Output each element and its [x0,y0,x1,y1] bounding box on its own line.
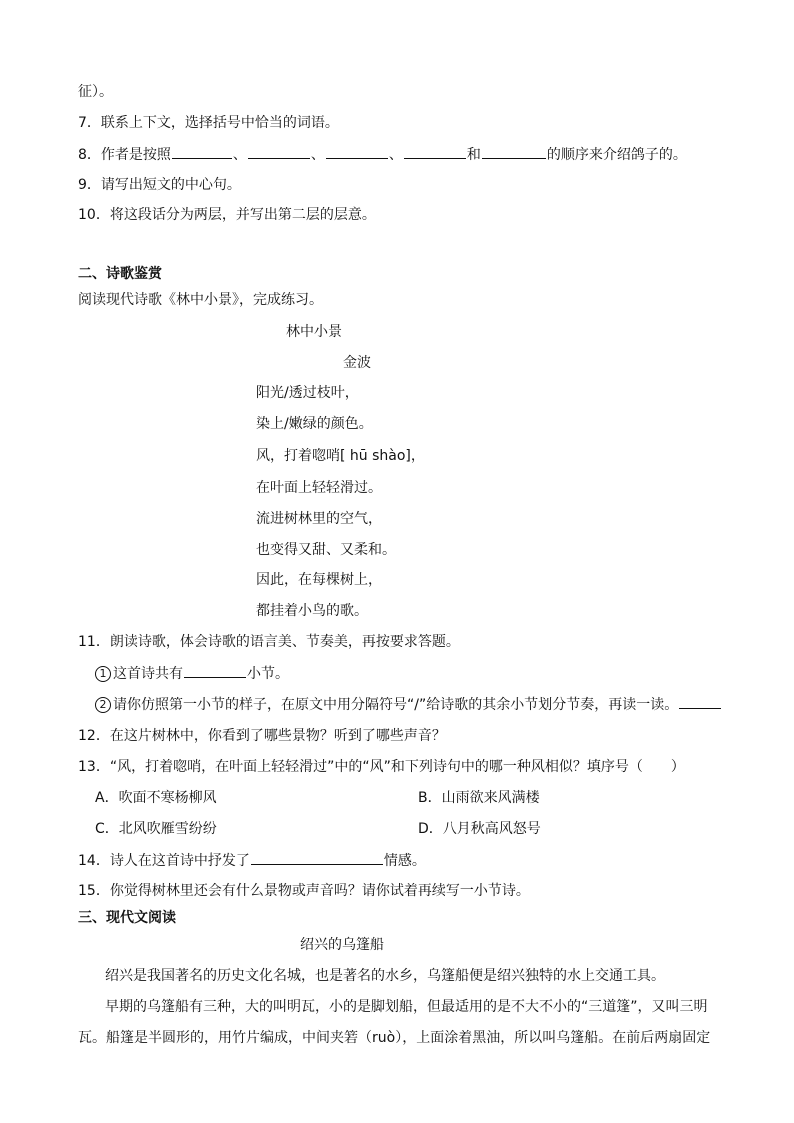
question-11-part-1-prefix: 这首诗共有 [113,666,183,682]
article-title: 绍兴的乌篷船 [300,937,384,953]
answer-blank[interactable] [184,663,246,678]
question-14-suffix: 情感。 [383,853,426,869]
option-d[interactable]: D．八月秋高风怒号 [418,821,541,837]
poem-line: 因此，在每棵树上， [256,572,382,588]
poem-line: 在叶面上轻轻滑过。 [256,480,382,496]
question-9: 9．请写出短文的中心句。 [78,177,241,193]
question-8-prefix: 8．作者是按照 [78,147,171,163]
answer-blank[interactable] [404,144,466,159]
question-11-part-2-text: 请你仿照第一小节的样子，在原文中用分隔符号“/”给诗歌的其余小节划分节奏，再读一读。 [113,697,679,713]
poem-line: 风，打着唿哨[ hū shào]， [256,448,425,464]
separator: 、 [310,147,325,163]
paragraph-2-line-1: 早期的乌篷船有三种，大的叫明瓦，小的是脚划船，但最适用的是不大不小的“三道篷”，又叫三明 [105,999,708,1015]
question-12: 12．在这片树林中，你看到了哪些景物？听到了哪些声音？ [78,728,446,744]
answer-blank[interactable] [482,144,546,159]
paragraph-2-line-2: 瓦。船篷是半圆形的，用竹片编成，中间夹箬（ruò），上面涂着黑油，所以叫乌篷船。在前后两扇固定 [78,1030,711,1046]
question-11-part-1 [95,663,289,684]
answer-blank[interactable] [248,144,310,159]
answer-blank[interactable] [172,144,232,159]
answer-blank[interactable] [326,144,388,159]
poem-title: 林中小景 [286,324,342,340]
section-3-heading: 三、现代文阅读 [78,910,176,926]
option-c[interactable]: C．北风吹雁雪纷纷 [95,821,217,837]
poem-line: 都挂着小鸟的歌。 [256,603,368,619]
conjunction: 和 [466,147,481,163]
circled-number: 1 [95,666,111,682]
question-11: 11．朗读诗歌，体会诗歌的语言美、节奏美，再按要求答题。 [78,634,460,650]
poem-line: 阳光/透过枝叶， [256,385,359,401]
continued-text: 征）。 [78,84,113,100]
poem-line: 也变得又甜、又柔和。 [256,542,396,558]
question-15: 15．你觉得树林里还会有什么景物或声音吗？请你试着再续写一小节诗。 [78,883,530,899]
option-b[interactable]: B．山雨欲来风满楼 [418,790,540,806]
question-14 [78,850,426,871]
poem-line: 流进树林里的空气， [256,511,382,527]
poem-line: 染上/嫩绿的颜色。 [256,416,373,432]
question-7: 7．联系上下文，选择括号中恰当的词语。 [78,115,339,131]
answer-blank[interactable] [679,694,721,709]
circled-number: 2 [95,697,111,713]
section-2-heading: 二、诗歌鉴赏 [78,266,162,282]
question-11-part-1-suffix: 小节。 [247,666,289,682]
question-14-prefix: 14．诗人在这首诗中抒发了 [78,853,250,869]
option-a[interactable]: A．吹面不寒杨柳风 [95,790,217,806]
paragraph-1: 绍兴是我国著名的历史文化名城，也是著名的水乡，乌篷船便是绍兴独特的水上交通工具。 [105,968,665,984]
question-11-part-2 [95,694,722,715]
poem-author: 金波 [343,355,371,371]
separator: 、 [232,147,247,163]
separator: 、 [388,147,403,163]
question-13: 13．“风，打着唿哨，在叶面上轻轻滑过”中的“风”和下列诗句中的哪一种风相似？填序号（ ） [78,759,685,775]
answer-blank[interactable] [251,850,383,865]
question-10: 10．将这段话分为两层，并写出第二层的层意。 [78,207,376,223]
question-8 [78,144,687,165]
question-8-suffix: 的顺序来介绍鸽子的。 [546,147,687,163]
section-2-intro: 阅读现代诗歌《林中小景》，完成练习。 [78,292,323,308]
